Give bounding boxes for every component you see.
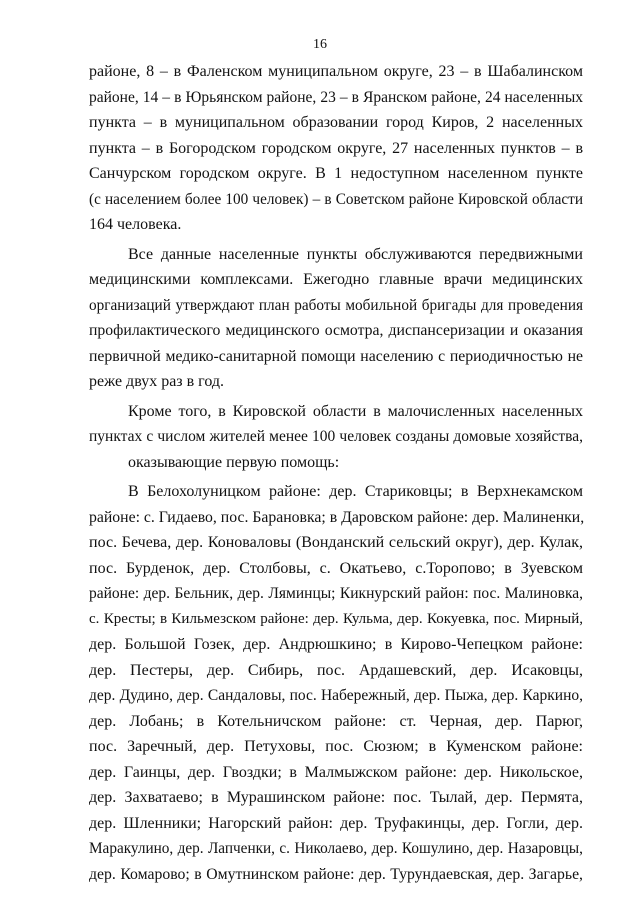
text-line: 164 человека. xyxy=(89,216,182,233)
paragraph-mobile-complexes xyxy=(89,242,583,395)
text-line: дер. Дудино, дер. Сандаловы, пос. Набережный, дер. Пыжа, дер. Каркино, xyxy=(89,687,583,704)
text-line: пунктах с числом жителей менее 100 человек созданы домовые хозяйства, xyxy=(89,428,583,445)
text-line: Кроме того, в Кировской области в малочисленных населенных xyxy=(128,402,583,420)
text-line: районе: дер. Бельник, дер. Ляминцы; Кикнурский район: пос. Малиновка, xyxy=(89,585,583,602)
paragraph-households xyxy=(89,399,583,476)
text-line: пункта – в Богородском городском округе, 27 населенных пунктов – в xyxy=(89,139,583,157)
paragraph-settlement-list xyxy=(89,479,583,887)
text-line: дер. Большой Гозек, дер. Андрюшкино; в Кирово-Чепецком районе: xyxy=(89,636,583,653)
text-line: дер. Лобань; в Котельничском районе: ст. Черная, дер. Парюг, xyxy=(89,712,583,730)
text-line: дер. Гаинцы, дер. Гвоздки; в Малмыжском районе: дер. Никольское, xyxy=(89,763,583,781)
text-line: Все данные населенные пункты обслуживаются передвижными xyxy=(128,245,583,263)
text-line: организаций утверждают план работы мобильной бригады для проведения xyxy=(89,296,583,314)
paragraph-continuation xyxy=(89,59,583,238)
text-line: Маракулино, дер. Лапченки, с. Николаево, дер. Кошулино, дер. Назаровцы, xyxy=(89,840,583,857)
text-line: пос. Заречный, дер. Петуховы, пос. Сюзюм; в Куменском районе: xyxy=(89,738,583,755)
text-line: медицинскими комплексами. Ежегодно главные врачи медицинских xyxy=(89,271,583,288)
text-line: первичной медико-санитарной помощи населению с периодичностью не xyxy=(89,347,583,365)
text-line: дер. Пестеры, дер. Сибирь, пос. Ардашевский, дер. Исаковцы, xyxy=(89,661,583,679)
text-line: оказывающие первую помощь: xyxy=(128,453,340,471)
text-line: пос. Бурденок, дер. Столбовы, с. Окатьево, с.Торопово; в Зуевском xyxy=(89,559,583,577)
text-line: пункта – в муниципальном образовании город Киров, 2 населенных xyxy=(89,114,583,131)
text-line: профилактического медицинского осмотра, диспансеризации и оказания xyxy=(89,322,583,339)
text-line: районе, 14 – в Юрьянском районе, 23 – в Яранском районе, 24 населенных xyxy=(89,88,583,106)
page-number: 16 xyxy=(313,37,327,52)
document-body xyxy=(89,59,583,887)
text-line: Санчурском городском округе. В 1 недоступном населенном пункте xyxy=(89,165,583,182)
text-line: дер. Шленники; Нагорский район: дер. Труфакинцы, дер. Гогли, дер. xyxy=(89,814,583,832)
text-line: В Белохолуницком районе: дер. Стариковцы; в Верхнекамском xyxy=(128,483,583,500)
text-line: районе: с. Гидаево, пос. Барановка; в Даровском районе: дер. Малиненки, xyxy=(89,508,585,526)
text-line: районе, 8 – в Фаленском муниципальном округе, 23 – в Шабалинском xyxy=(89,63,583,80)
text-line: пос. Бечева, дер. Коноваловы (Вонданский сельский округ), дер. Кулак, xyxy=(89,534,583,551)
text-line: дер. Комарово; в Омутнинском районе: дер. Турундаевская, дер. Загарье, xyxy=(89,865,583,883)
text-line: с. Кресты; в Кильмезском районе: дер. Кульма, дер. Кокуевка, пос. Мирный, xyxy=(89,610,583,627)
text-line: дер. Захватаево; в Мурашинском районе: пос. Тылай, дер. Пермята, xyxy=(89,789,583,806)
text-line: (с населением более 100 человек) – в Советском районе Кировской области xyxy=(89,190,583,208)
text-line: реже двух раз в год. xyxy=(89,373,225,390)
